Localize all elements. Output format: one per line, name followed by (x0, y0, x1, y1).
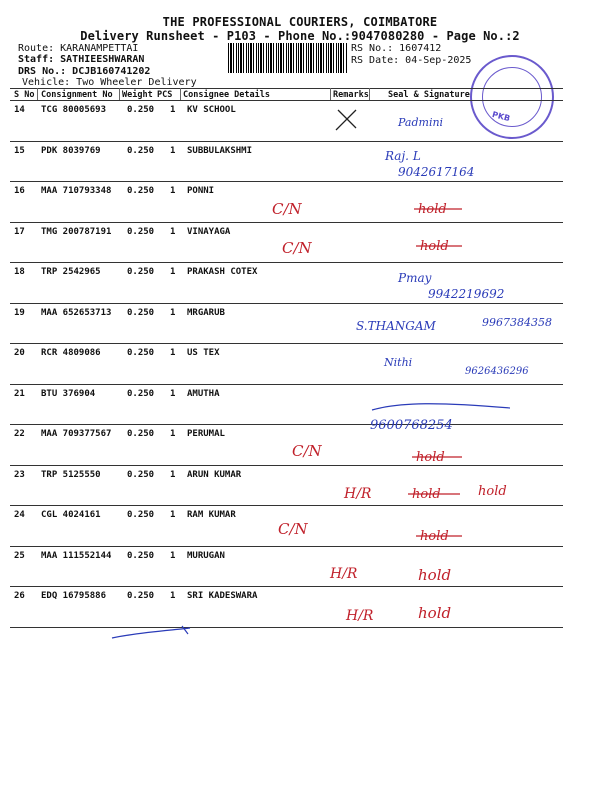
hold-r22: hold (416, 450, 445, 465)
cell-sno: 22 (14, 429, 25, 439)
signature-r15: Raj. L (385, 149, 421, 163)
cell-consignment: TCG 80005693 (41, 105, 107, 115)
cell-weight: 0.250 (127, 145, 155, 156)
cell-weight: 0.250 (127, 591, 155, 601)
cell-consignee: PERUMAL (187, 429, 225, 439)
cell-sno: 14 (14, 105, 25, 115)
col-seal-signature: Seal & Signature (388, 90, 470, 100)
remark-r26: H/R (346, 608, 374, 624)
cell-pcs: 1 (170, 469, 176, 480)
col-weight: Weight (122, 90, 153, 100)
cell-consignee: MRGARUB (187, 307, 225, 318)
remark-r25: H/R (330, 566, 358, 582)
cell-consignee: AMUTHA (187, 388, 220, 399)
scribble-r21 (372, 404, 510, 410)
cell-consignee: PONNI (187, 186, 215, 196)
cell-consignee: SUBBULAKSHMI (187, 145, 253, 156)
cell-sno: 23 (14, 469, 25, 480)
cell-pcs: 1 (170, 348, 176, 358)
col-consignee: Consignee Details (183, 90, 270, 100)
cell-weight: 0.250 (127, 469, 155, 480)
cell-pcs: 1 (170, 186, 176, 196)
rs-date: RS Date: 04-Sep-2025 (351, 55, 472, 66)
cell-weight: 0.250 (127, 226, 155, 237)
cell-weight: 0.250 (127, 267, 155, 277)
remark-r22: C/N (292, 442, 322, 460)
cell-sno: 20 (14, 348, 25, 358)
cell-consignee: PRAKASH COTEX (187, 267, 258, 277)
signature-r14: Padmini (398, 116, 444, 129)
staff-label: Staff: SATHIEESHWARAN (18, 54, 145, 65)
cell-consignee: VINAYAGA (187, 226, 231, 237)
runsheet-subtitle: Delivery Runsheet - P103 - Phone No.:9047080280 - Page No.:2 (80, 29, 520, 43)
cell-consignee: ARUN KUMAR (187, 469, 242, 480)
rs-number: RS No.: 1607412 (351, 43, 442, 54)
cell-sno: 26 (14, 591, 25, 601)
cell-weight: 0.250 (127, 307, 155, 318)
col-remarks: Remarks (333, 90, 369, 100)
cell-consignee: RAM KUMAR (187, 510, 236, 520)
cell-consignment: TRP 2542965 (41, 267, 101, 277)
col-pcs: PCS (157, 90, 173, 100)
cell-sno: 17 (14, 226, 25, 237)
hold-r26: hold (418, 604, 452, 622)
signature-r20: Nithi (384, 356, 413, 369)
cell-consignment: MAA 652653713 (41, 307, 112, 318)
hold-r25: hold (418, 566, 452, 584)
cell-consignment: MAA 710793348 (41, 186, 112, 196)
cell-sno: 21 (14, 388, 25, 399)
col-sno: S No (14, 90, 35, 100)
cell-consignment: EDQ 16795886 (41, 591, 107, 601)
vehicle-label: Vehicle: Two Wheeler Delivery (22, 77, 197, 88)
cell-sno: 24 (14, 510, 25, 520)
cell-weight: 0.250 (127, 388, 155, 399)
cell-pcs: 1 (170, 307, 176, 318)
cell-consignment: TMG 200787191 (41, 226, 112, 237)
cell-sno: 16 (14, 186, 25, 196)
cell-sno: 18 (14, 267, 25, 277)
cell-consignment: PDK 8039769 (41, 145, 101, 156)
cell-consignment: CGL 4024161 (41, 510, 101, 520)
cell-pcs: 1 (170, 145, 176, 156)
end-stroke (112, 628, 190, 638)
cell-consignee: MURUGAN (187, 550, 225, 561)
remark-r23: H/R (344, 486, 372, 502)
cell-weight: 0.250 (127, 550, 155, 561)
cell-pcs: 1 (170, 388, 176, 399)
hold-r16: hold (418, 202, 447, 217)
phone-r21: 9600768254 (370, 418, 453, 433)
cell-pcs: 1 (170, 429, 176, 439)
cell-pcs: 1 (170, 591, 176, 601)
cell-consignee: SRI KADESWARA (187, 591, 258, 601)
cross-mark (336, 110, 356, 130)
remark-r17: C/N (282, 239, 312, 257)
cell-pcs: 1 (170, 226, 176, 237)
cell-sno: 15 (14, 145, 25, 156)
cell-consignment: RCR 4809086 (41, 348, 101, 358)
cell-weight: 0.250 (127, 348, 155, 358)
phone-r15: 9042617164 (398, 165, 475, 179)
cell-weight: 0.250 (127, 429, 155, 439)
phone-r18: 9942219692 (428, 287, 505, 301)
cell-sno: 19 (14, 307, 25, 318)
cell-weight: 0.250 (127, 186, 155, 196)
cell-pcs: 1 (170, 267, 176, 277)
drs-label: DRS No.: DCJB160741202 (18, 66, 151, 77)
cell-pcs: 1 (170, 105, 176, 115)
cell-consignment: MAA 111552144 (41, 550, 112, 561)
courier-stamp: PKB (470, 55, 554, 139)
signature-r18: Pmay (398, 271, 432, 285)
company-title: THE PROFESSIONAL COURIERS, COIMBATORE (162, 15, 438, 29)
signature-r19: S.THANGAM (356, 319, 436, 333)
cell-consignee: KV SCHOOL (187, 105, 236, 115)
hold-r17: hold (420, 239, 449, 254)
remark-r24: C/N (278, 520, 308, 538)
cell-consignment: TRP 5125550 (41, 469, 101, 480)
cell-consignee: US TEX (187, 348, 220, 358)
route-label: Route: KARANAMPETTAI (18, 43, 139, 54)
phone-r19: 9967384358 (482, 316, 552, 329)
cell-consignment: BTU 376904 (41, 388, 96, 399)
hold2-r23: hold (478, 484, 507, 499)
cell-pcs: 1 (170, 550, 176, 561)
phone-r20: 9626436296 (465, 366, 529, 377)
cell-consignment: MAA 709377567 (41, 429, 112, 439)
cell-pcs: 1 (170, 510, 176, 520)
cell-sno: 25 (14, 550, 25, 561)
cell-weight: 0.250 (127, 510, 155, 520)
remark-r16: C/N (272, 200, 302, 218)
hold-r24: hold (420, 529, 449, 544)
cell-weight: 0.250 (127, 105, 155, 115)
hold-r23: hold (412, 487, 441, 502)
col-consignment: Consignment No (41, 90, 113, 100)
